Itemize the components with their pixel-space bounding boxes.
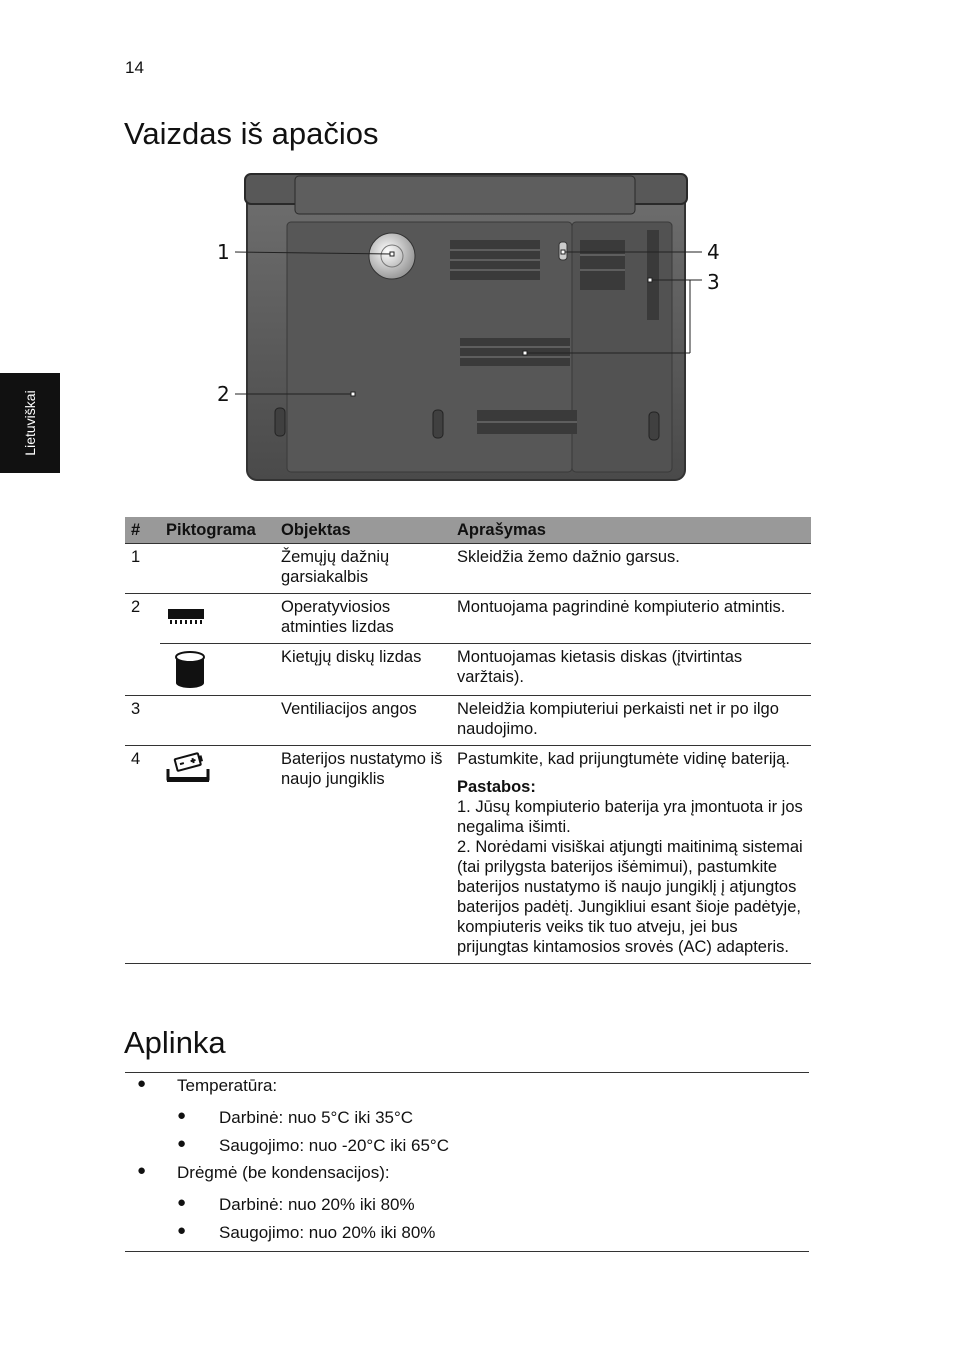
section-title-environment: Aplinka [124,1025,226,1060]
language-label: Lietuviškai [22,390,38,456]
table-header-row [125,517,811,544]
bullet-icon: ● [137,1162,147,1179]
list-item: Saugojimo: nuo -20°C iki 65°C [219,1136,449,1155]
row-icon [160,696,275,746]
table-row [125,544,811,594]
row-icon [160,644,275,696]
row-num: 4 [125,746,160,964]
row-description: Montuojamas kietasis diskas (įtvirtintas varžtais). [451,644,811,696]
list-item: Temperatūra: [177,1076,278,1095]
hard-disk-icon [174,651,206,689]
bullet-icon: ● [177,1135,187,1152]
row-object: Baterijos nustatymo iš naujo jungiklis [275,746,451,964]
row-num [125,644,160,696]
row-num: 2 [131,598,141,616]
row-description-cell [451,746,811,964]
row-icon [160,594,275,644]
table-row [125,746,811,964]
list-item: Darbinė: nuo 20% iki 80% [219,1195,415,1214]
table-row [125,644,811,696]
row-object: Žemųjų dažnių garsiakalbis [275,544,451,594]
components-table [125,517,811,964]
header-num: # [125,517,160,544]
row-icon [160,544,275,594]
battery-reset-icon [166,751,210,783]
row-num: 3 [125,696,160,746]
callout-3: 3 [707,270,720,294]
row-description: Skleidžia žemo dažnio garsus. [451,544,811,594]
table-row [125,594,811,644]
bullet-icon: ● [177,1222,187,1239]
header-object: Objektas [275,517,451,544]
row-object: Kietųjų diskų lizdas [275,644,451,696]
row-num: 1 [125,544,160,594]
list-item: Saugojimo: nuo 20% iki 80% [219,1223,436,1242]
note-1: 1. Jūsų kompiuterio baterija yra įmontuota ir jos negalima išimti. [457,798,803,836]
notes-title: Pastabos: [457,778,536,796]
table-row [125,696,811,746]
section-title-bottom-view: Vaizdas iš apačios [124,116,379,151]
list-item: Darbinė: nuo 5°C iki 35°C [219,1108,414,1127]
header-description: Aprašymas [451,517,811,544]
row-description: Montuojama pagrindinė kompiuterio atmintis. [451,594,811,644]
row-description: Neleidžia kompiuteriui perkaisti net ir po ilgo naudojimo. [451,696,811,746]
row-description: Pastumkite, kad prijungtumėte vidinę bateriją. [457,750,790,768]
bullet-icon: ● [177,1107,187,1124]
callout-1: 1 [217,240,230,264]
language-side-tab [0,373,60,473]
header-icon: Piktograma [160,517,275,544]
row-object: Ventiliacijos angos [275,696,451,746]
laptop-bottom-figure [205,170,725,488]
bullet-icon: ● [177,1194,187,1211]
environment-list [125,1072,809,1252]
row-object: Operatyviosios atminties lizdas [275,594,451,644]
callout-4: 4 [707,240,720,264]
note-2: 2. Norėdami visiškai atjungti maitinimą sistemai (tai prilygsta baterijos išėmimui), pastumkite baterijos nustatymo iš naujo jungiklį į atjungtos baterijos padėtį. Jungikliui esant šioje padėtyje, kompiuteris veiks tik tuo atveju, jei bus prijungtas kintamosios srovės (AC) adapteris. [457,838,803,956]
bullet-icon: ● [137,1075,147,1092]
list-item: Drėgmė (be kondensacijos): [177,1163,390,1182]
row-icon [160,746,275,964]
page-number: 14 [125,58,144,77]
callout-2: 2 [217,382,230,406]
memory-slot-icon [166,605,206,627]
